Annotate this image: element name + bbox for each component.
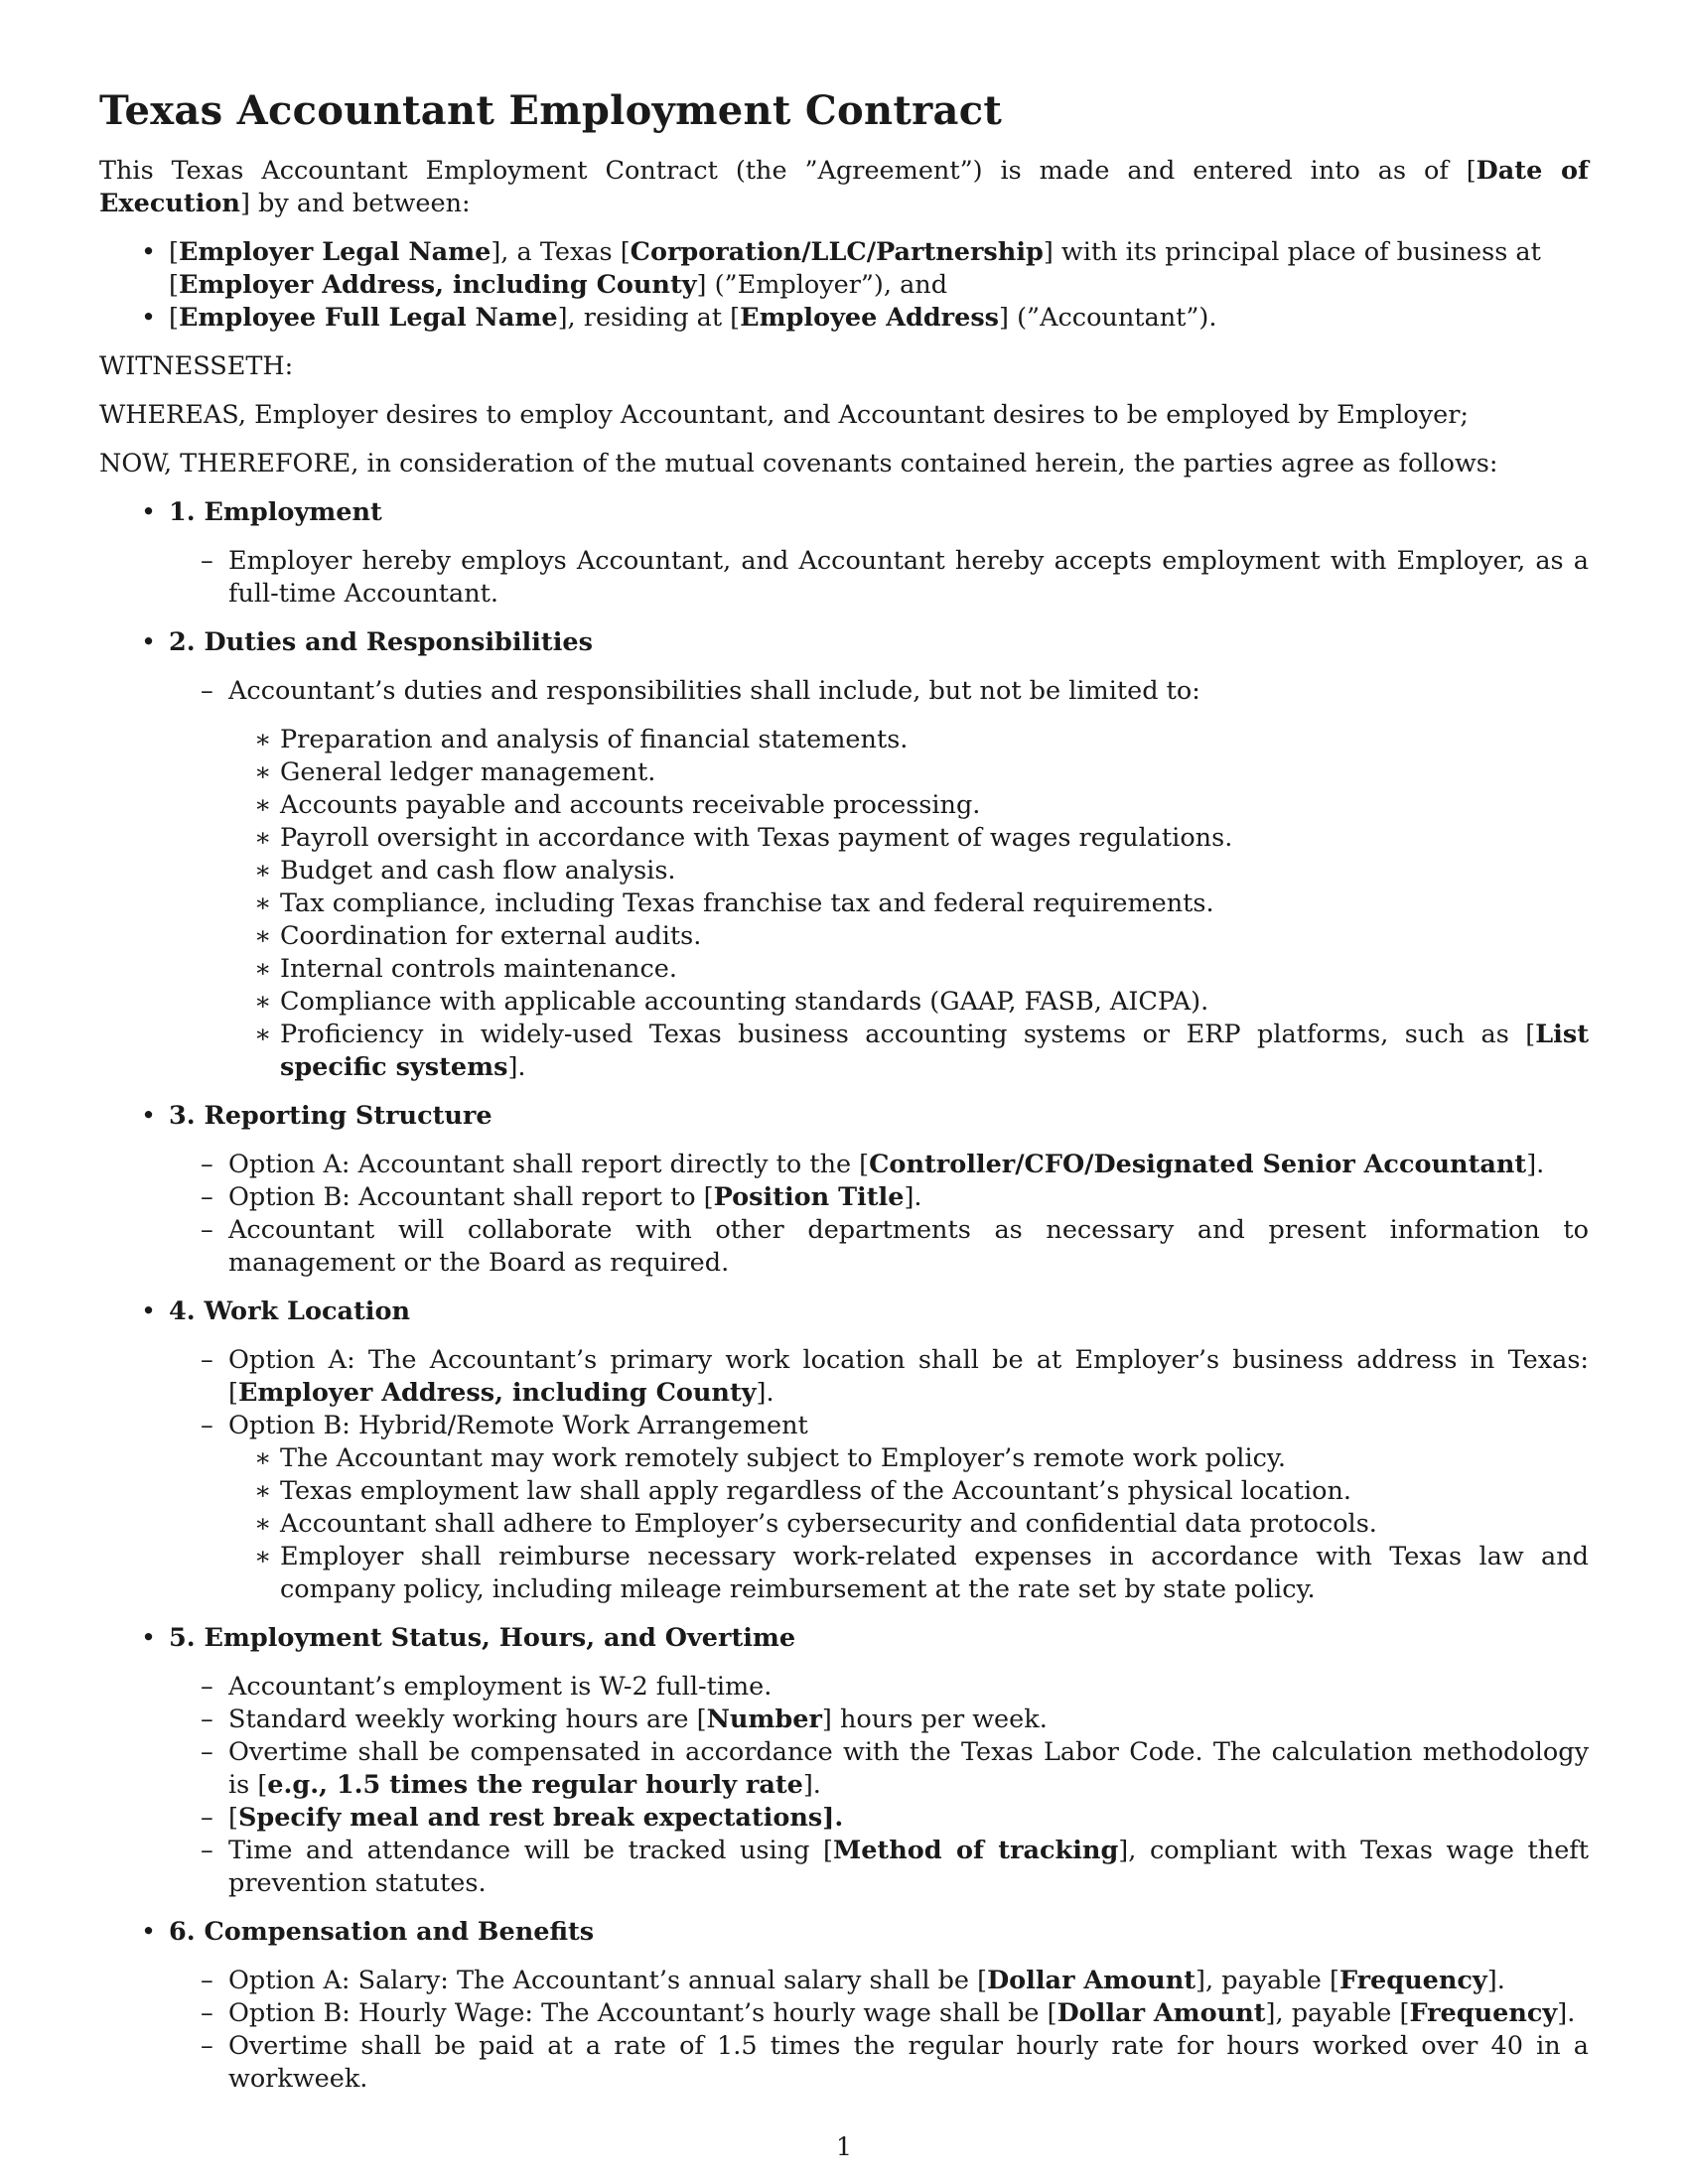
hourly-pre: Option B: Hourly Wage: The Accountant’s hourly wage shall be [ [228,1998,1057,2028]
list-item [169,1736,1589,1802]
employee-text-1: ], residing at [ [557,303,741,333]
duty-item: ∗ Tax compliance, including Texas franchise tax and federal requirements. [228,887,1589,920]
option-a-pre: Option A: Accountant shall report directly to the [ [228,1150,870,1179]
section-heading: • 3. Reporting Structure [169,1101,492,1131]
page-number: 1 [835,2132,853,2162]
list-item [169,675,1589,1084]
duty-item: ∗ General ledger management. [228,756,1589,789]
duty-last-pre: Proficiency in widely-used Texas business accounting systems or ERP platforms, such as [ [280,1020,1536,1049]
option-a-pre: Option A: The Accountant’s primary work location shall be at Employer’s business address in Texas: [ [228,1345,1589,1408]
parties-list [99,236,1589,335]
duty-item: ∗ Internal controls maintenance. [228,953,1589,986]
meal-open: [ [228,1803,238,1833]
meal-placeholder: Specify meal and rest break expectations [237,1803,823,1833]
date-placeholder: Date of Execution [99,156,1589,218]
employer-name-placeholder: Employer Legal Name [178,237,492,267]
hourly-frequency-placeholder: Frequency [1409,1998,1558,2028]
meal-close: ]. [822,1803,844,1833]
option-b-pre: Option B: Accountant shall report to [ [228,1182,714,1212]
list-item [169,1704,1589,1736]
section-items [169,675,1589,1084]
intro-post: ] by and between: [239,189,471,218]
remote-list [228,1442,1589,1606]
supervisor-placeholder: Controller/CFO/Designated Senior Accountant [869,1150,1527,1179]
whereas-clause: WHEREAS, Employer desires to employ Accountant, and Accountant desires to be employed by Employer; [99,400,1470,430]
section-items [169,1344,1589,1606]
section-status-hours [99,1622,1589,1900]
overtime-placeholder: e.g., 1.5 times the regular hourly rate [267,1770,803,1800]
duty-item: ∗ Accounts payable and accounts receivable processing. [228,789,1589,822]
intro-paragraph [99,155,1589,220]
list-item: – Accountant’s employment is W-2 full-time. [169,1671,1589,1704]
list-item [169,1410,1589,1606]
section-heading: • 5. Employment Status, Hours, and Overtime [169,1623,796,1653]
employee-name-placeholder: Employee Full Legal Name [178,303,558,333]
sections-list [99,496,1589,2096]
duty-item: ∗ Payroll oversight in accordance with Texas payment of wages regulations. [228,822,1589,855]
duty-item: ∗ Budget and cash flow analysis. [228,855,1589,887]
overtime-pre: Overtime shall be compensated in accordance with the Texas Labor Code. The calculation methodology is [ [228,1737,1589,1800]
overtime-post: ]. [802,1770,821,1800]
hourly-mid: ], payable [ [1265,1998,1410,2028]
party-employee: • [Employee Full Legal Name], residing at [Employee Address] (”Accountant”). [99,302,1589,335]
list-item [169,1802,1589,1835]
section-compensation [99,1916,1589,2096]
remote-item: ∗ The Accountant may work remotely subject to Employer’s remote work policy. [228,1442,1589,1475]
salary-amount-placeholder: Dollar Amount [987,1966,1196,1995]
option-b-text: Option B: Hybrid/Remote Work Arrangement [228,1411,808,1440]
duties-list [228,724,1589,1084]
section-items [169,1671,1589,1900]
duties-intro: Accountant’s duties and responsibilities shall include, but not be limited to: [228,676,1200,706]
section-reporting [99,1100,1589,1280]
now-therefore-clause: NOW, THEREFORE, in consideration of the mutual covenants contained herein, the parties agree as follows: [99,449,1498,478]
list-item [169,1997,1589,2030]
hours-placeholder: Number [706,1705,822,1734]
systems-placeholder: List specific systems [280,1020,1589,1082]
employer-text-3: ] (”Employer”), and [696,270,948,300]
section-items [169,545,1589,611]
duty-item: ∗ Compliance with applicable accounting standards (GAAP, FASB, AICPA). [228,986,1589,1019]
employer-text-1: ], a Texas [ [491,237,631,267]
duty-last-post: ]. [507,1052,526,1082]
intro-pre: This Texas Accountant Employment Contract (the ”Agreement”) is made and entered into as of [ [99,156,1477,186]
section-heading: • 2. Duties and Responsibilities [169,627,593,657]
party-employer: • [Employer Legal Name], a Texas [Corporation/LLC/Partnership] with its principal place of business at [Employer Address, including County] (”Employer”), and [99,236,1589,302]
duty-item: ∗ Coordination for external audits. [228,920,1589,953]
hours-pre: Standard weekly working hours are [ [228,1705,707,1734]
tracking-pre: Time and attendance will be tracked using [ [228,1836,833,1865]
hourly-post: ]. [1557,1998,1576,2028]
witnesseth: WITNESSETH: [99,351,294,381]
section-duties [99,626,1589,1084]
remote-item: ∗ Accountant shall adhere to Employer’s cybersecurity and confidential data protocols. [228,1508,1589,1541]
employer-text-2: ] with its principal place of business at [ [169,237,1541,300]
hours-post: ] hours per week. [821,1705,1048,1734]
duty-item [228,1019,1589,1084]
tracking-placeholder: Method of tracking [832,1836,1119,1865]
list-item [169,1181,1589,1214]
section-heading: • 4. Work Location [169,1297,411,1326]
section-heading: • 6. Compensation and Benefits [169,1917,595,1947]
section-work-location [99,1296,1589,1606]
list-item [169,1835,1589,1900]
remote-item: ∗ Texas employment law shall apply regardless of the Accountant’s physical location. [228,1475,1589,1508]
option-b-post: ]. [904,1182,922,1212]
section-employment [99,496,1589,611]
list-item: – Accountant will collaborate with other departments as necessary and present information to management or the Board as required. [169,1214,1589,1280]
list-item [169,1149,1589,1181]
option-a-post: ]. [756,1378,774,1408]
employee-text-2: ] (”Accountant”). [999,303,1217,333]
list-item [169,1344,1589,1410]
tracking-post: ], compliant with Texas wage theft prevention statutes. [228,1836,1589,1898]
section-items [169,1149,1589,1280]
employee-address-placeholder: Employee Address [740,303,1000,333]
hourly-amount-placeholder: Dollar Amount [1056,1998,1266,2028]
list-item [169,1965,1589,1997]
section-items [169,1965,1589,2096]
employer-address-placeholder: Employer Address, including County [178,270,697,300]
salary-pre: Option A: Salary: The Accountant’s annual salary shall be [ [228,1966,988,1995]
remote-item: ∗ Employer shall reimburse necessary work-related expenses in accordance with Texas law and company policy, including mileage reimbursement at the rate set by state policy. [228,1541,1589,1606]
salary-post: ]. [1486,1966,1505,1995]
salary-mid: ], payable [ [1196,1966,1339,1995]
work-address-placeholder: Employer Address, including County [237,1378,757,1408]
section-heading: • 1. Employment [169,497,382,527]
option-a-post: ]. [1526,1150,1545,1179]
list-item: – Overtime shall be paid at a rate of 1.5 times the regular hourly rate for hours worked over 40 in a workweek. [169,2030,1589,2096]
document-title: Texas Accountant Employment Contract [99,87,1003,134]
position-title-placeholder: Position Title [713,1182,905,1212]
duty-item: ∗ Preparation and analysis of financial statements. [228,724,1589,756]
salary-frequency-placeholder: Frequency [1338,1966,1487,1995]
list-item: – Employer hereby employs Accountant, and Accountant hereby accepts employment with Employer, as a full-time Accountant. [169,545,1589,611]
entity-type-placeholder: Corporation/LLC/Partnership [630,237,1044,267]
contract-page [99,87,1589,2112]
